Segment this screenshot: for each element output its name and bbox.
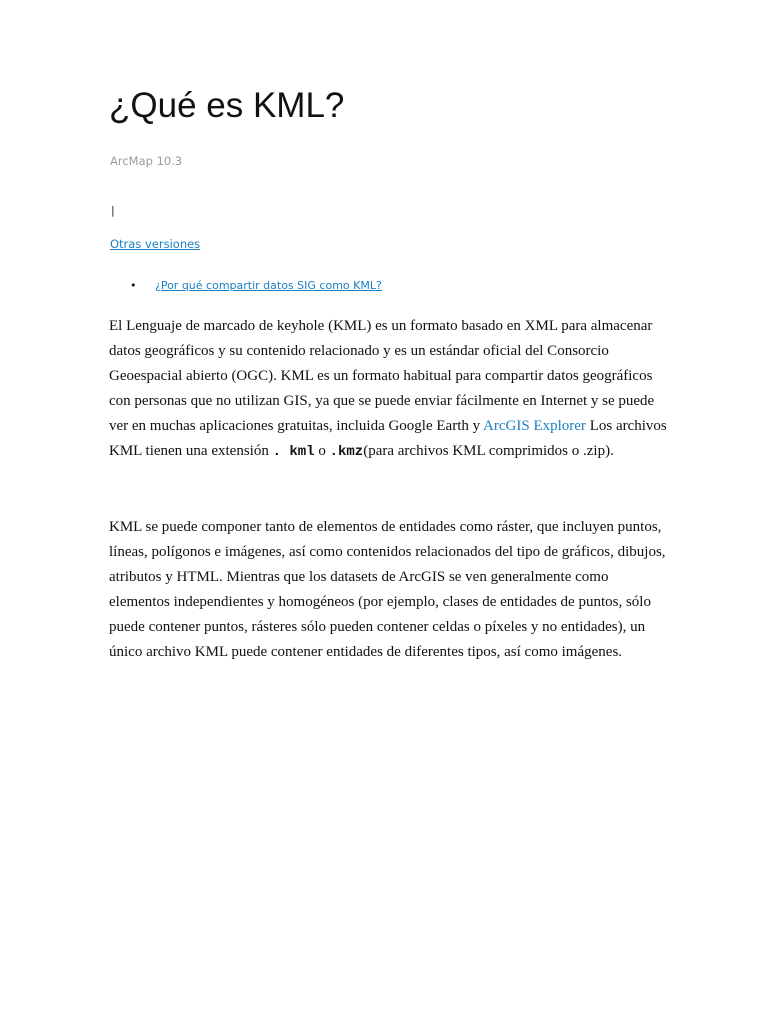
kml-definition-paragraph [109, 314, 669, 465]
list-item [110, 278, 382, 294]
page-title: ¿Qué es KML? [109, 86, 345, 125]
kml-extension-code: . kml [272, 444, 315, 460]
paragraph-text: Los archivos KML tienen una extensión [109, 418, 667, 459]
kml-content-paragraph: KML se puede componer tanto de elementos de entidades como ráster, que incluyen puntos, líneas, polígonos e imágenes, así como contenidos relacionados del tipo de gráficos, dibujos, atributos y HTML. Mientras que los datasets de ArcGIS se ven generalmente como elementos independientes y homogéneos (por ejemplo, clases de entidades de puntos, sólo puede contener puntos, rásteres sólo pueden contener celdas o píxeles y no entidades), un único archivo KML puede contener entidades de diferentes tipos, así como imágenes. [109, 519, 666, 660]
product-version-label: ArcMap 10.3 [110, 154, 183, 168]
paragraph-text: (para archivos KML comprimidos o .zip). [363, 443, 614, 459]
paragraph-text: o [314, 443, 330, 459]
other-versions-link[interactable]: Otras versiones [110, 237, 201, 251]
why-share-kml-link[interactable]: ¿Por qué compartir datos SIG como KML? [155, 279, 382, 292]
bullet-icon: • [130, 279, 137, 292]
arcgis-explorer-link[interactable]: ArcGIS Explorer [483, 418, 586, 434]
separator-mark: | [111, 204, 115, 217]
related-links-list [110, 278, 382, 294]
kmz-extension-code: .kmz [329, 444, 364, 460]
paragraph-text: El Lenguaje de marcado de keyhole (KML) es un formato basado en XML para almacenar datos geográficos y su contenido relacionado y es un estándar oficial del Consorcio Geoespacial abierto (OGC). KML es un formato habitual para compartir datos geográficos con personas que no utilizan GIS, ya que se puede enviar fácilmente en Internet y se puede ver en muchas aplicaciones gratuitas, incluida Google Earth y [109, 318, 655, 434]
